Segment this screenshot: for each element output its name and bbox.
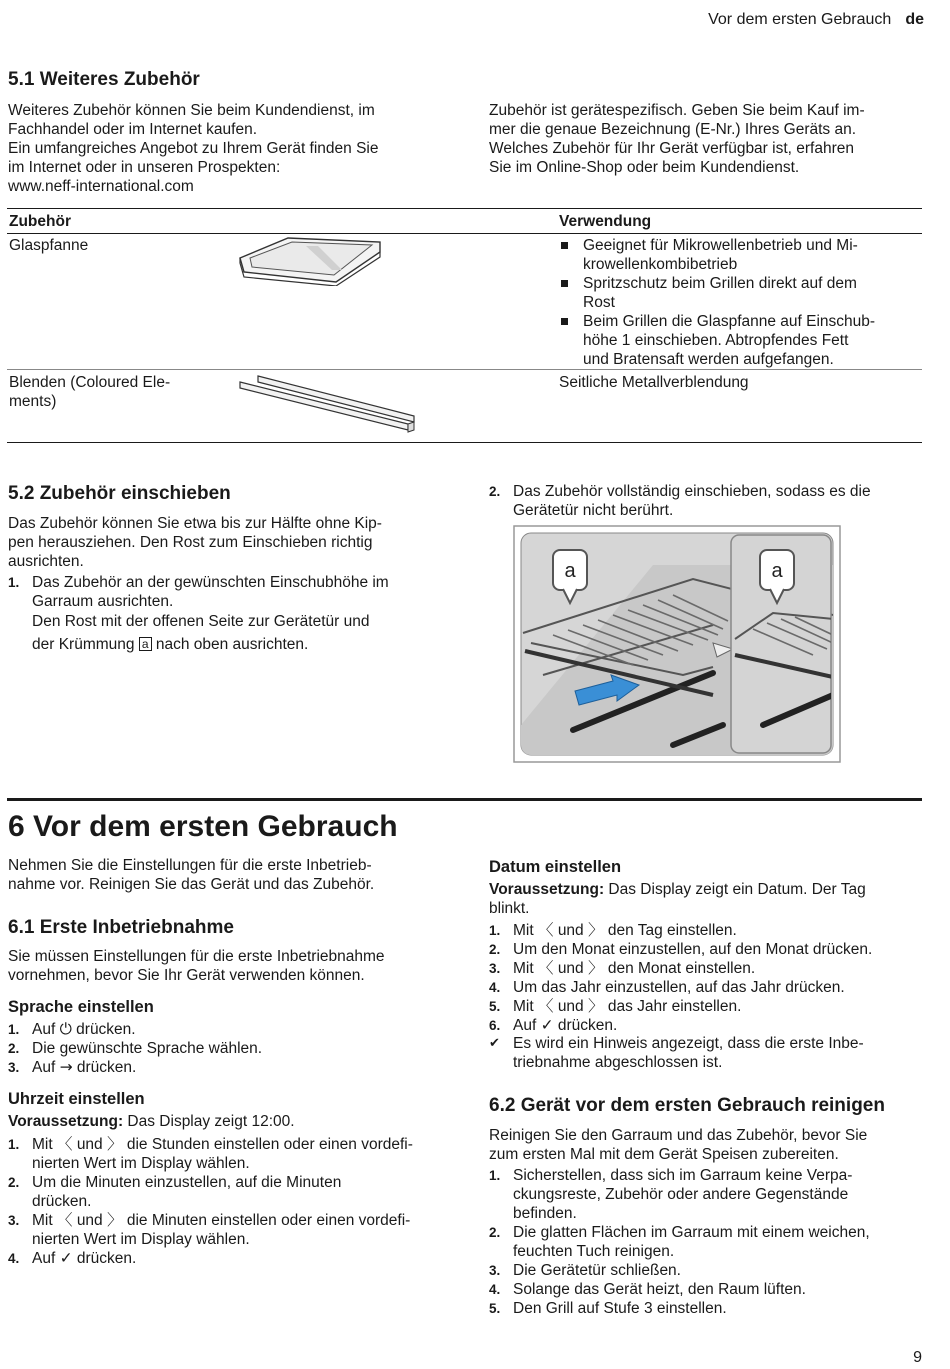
section-5-1-title: 5.1 Weiteres Zubehör (8, 69, 200, 90)
chevron-right-icon: 〉 (588, 997, 604, 1015)
usage-item: Beim Grillen die Glaspfanne auf Einschub- höhe 1 einschieben. Abtropfendes Fett und Bratensaft werden aufgefangen. (559, 312, 929, 369)
s51-right-text (489, 101, 929, 177)
header-chapter: Vor dem ersten Gebrauch (708, 11, 892, 28)
datum-precondition: Voraussetzung: Das Display zeigt ein Datum. Der Tag blinkt. (489, 881, 866, 917)
s51-right-line: Zubehör ist gerätespezifisch. Geben Sie beim Kauf im- (489, 102, 865, 119)
datum-step-2: 2. Um den Monat einzustellen, auf den Monat drücken. (489, 941, 873, 958)
s61-line: Sie müssen Einstellungen für die erste Inbetriebnahme (8, 948, 385, 965)
s51-website: www.neff-international.com (8, 178, 194, 195)
sprache-step-1: 1. Auf ⏻ drücken. (8, 1020, 136, 1038)
callout-a-left-label: a (564, 560, 576, 582)
table-row-rule (7, 369, 922, 370)
s51-right-line: mer die genaue Bezeichnung (E-Nr.) Ihres Geräts an. (489, 121, 857, 138)
arrow-right-icon: → (59, 1058, 73, 1076)
datum-step-1: 1. Mit 〈 und 〉 den Tag einstellen. (489, 921, 737, 939)
s62-intro-line: zum ersten Mal mit dem Gerät Speisen zubereiten. (489, 1146, 839, 1163)
result-check-icon: ✔ (489, 1036, 500, 1051)
page-number: 9 (913, 1349, 922, 1366)
s52-intro-line: Das Zubehör können Sie etwa bis zur Hälfte ohne Kip- (8, 515, 382, 532)
chevron-left-icon: 〈 (537, 959, 554, 977)
s52-step-1: 1. Das Zubehör an der gewünschten Einschubhöhe im Garraum ausrichten. Den Rost mit der offenen Seite zur Gerätetür und der Krümmung a nach oben ausrichten. (8, 574, 389, 653)
usage-item: Spritzschutz beim Grillen direkt auf dem Rost (559, 274, 929, 312)
s61-line: vornehmen, bevor Sie Ihr Gerät verwenden können. (8, 967, 365, 984)
datum-steps (489, 921, 929, 1035)
row2-name-line: Blenden (Coloured Ele- (9, 374, 171, 391)
power-icon: ⏻ (59, 1020, 72, 1038)
table-row1-name: Glaspfanne (9, 237, 89, 254)
c6-intro-line: nahme vor. Reinigen Sie das Gerät und das Zubehör. (8, 876, 375, 893)
uhrzeit-steps (8, 1135, 468, 1268)
sprache-title: Sprache einstellen (8, 998, 154, 1016)
s51-left-line: Weiteres Zubehör können Sie beim Kundendienst, im (8, 102, 375, 119)
usage-item: Geeignet für Mikrowellenbetrieb und Mi- krowellenkombibetrieb (559, 236, 929, 274)
s52-intro-line: pen herausziehen. Den Rost zum Einschieben richtig (8, 534, 373, 551)
s51-left-line: Ein umfangreiches Angebot zu Ihrem Gerät finden Sie (8, 140, 379, 157)
section-6-1-title: 6.1 Erste Inbetriebnahme (8, 917, 234, 938)
s62-step-2: 2. Die glatten Flächen im Garraum mit einem weichen, feuchten Tuch reinigen. (489, 1224, 870, 1260)
datum-step-5: 5. Mit 〈 und 〉 das Jahr einstellen. (489, 997, 742, 1015)
s51-right-line: Welches Zubehör für Ihr Gerät verfügbar ist, erfahren (489, 140, 854, 157)
check-icon: ✓ (540, 1016, 554, 1034)
chevron-left-icon: 〈 (56, 1211, 73, 1229)
running-header (708, 10, 924, 29)
s52-steps-left (8, 573, 468, 654)
sprache-step-3: 3. Auf → drücken. (8, 1058, 137, 1076)
section-5-2-title: 5.2 Zubehör einschieben (8, 483, 231, 504)
sprache-steps (8, 1020, 468, 1077)
s62-step-4: 4. Solange das Gerät heizt, den Raum lüften. (489, 1281, 806, 1298)
s51-left-line: im Internet oder in unseren Prospekten: (8, 159, 281, 176)
s62-step-5: 5. Den Grill auf Stufe 3 einstellen. (489, 1300, 727, 1317)
uhrzeit-step-4: 4. Auf ✓ drücken. (8, 1249, 137, 1267)
uhrzeit-step-2: 2. Um die Minuten einzustellen, auf die Minuten drücken. (8, 1174, 342, 1210)
s52-intro-line: ausrichten. (8, 553, 84, 570)
chevron-right-icon: 〉 (588, 959, 604, 977)
table-top-rule (7, 208, 922, 209)
callout-key-a: a (139, 637, 152, 651)
chevron-left-icon: 〈 (537, 921, 554, 939)
s62-intro-line: Reinigen Sie den Garraum und das Zubehör, bevor Sie (489, 1127, 868, 1144)
header-lang: de (905, 11, 924, 28)
rack-insertion-image (513, 525, 841, 763)
s51-left-line: Fachhandel oder im Internet kaufen. (8, 121, 258, 138)
table-row1-usage (559, 236, 929, 369)
s62-intro (489, 1126, 929, 1164)
check-icon: ✓ (59, 1249, 73, 1267)
row2-name-line: ments) (9, 393, 57, 410)
table-header-accessory: Zubehör (9, 213, 71, 230)
uhrzeit-precondition: Voraussetzung: Das Display zeigt 12:00. (8, 1113, 295, 1130)
datum-result: ✔ Es wird ein Hinweis angezeigt, dass die erste Inbe- triebnahme abgeschlossen ist. (489, 1035, 864, 1071)
uhrzeit-step-1: 1. Mit 〈 und 〉 die Stunden einstellen oder einen vordefi- nierten Wert im Display wählen. (8, 1135, 413, 1172)
s51-left-text (8, 101, 468, 196)
s62-steps (489, 1166, 929, 1318)
s52-intro (8, 514, 468, 571)
uhrzeit-step-3: 3. Mit 〈 und 〉 die Minuten einstellen oder einen vordefi- nierten Wert im Display wählen. (8, 1211, 411, 1248)
s51-right-line: Sie im Online-Shop oder beim Kundendienst. (489, 159, 800, 176)
glass-pan-image (236, 230, 384, 286)
datum-step-3: 3. Mit 〈 und 〉 den Monat einstellen. (489, 959, 756, 977)
section-6-2-title: 6.2 Gerät vor dem ersten Gebrauch reinigen (489, 1095, 885, 1116)
s62-step-1: 1. Sicherstellen, dass sich im Garraum keine Verpa- ckungsreste, Zubehör oder andere Gegenstände befinden. (489, 1167, 853, 1222)
c6-intro (8, 856, 468, 894)
chevron-right-icon: 〉 (107, 1135, 123, 1153)
coloured-elements-image (236, 372, 418, 436)
uhrzeit-title: Uhrzeit einstellen (8, 1090, 145, 1108)
chapter-rule (7, 798, 922, 801)
table-row2-name (9, 373, 170, 411)
table-bottom-rule (7, 442, 922, 443)
callout-a-right-label: a (771, 560, 783, 582)
table-row2-usage: Seitliche Metallverblendung (559, 374, 749, 391)
chevron-left-icon: 〈 (537, 997, 554, 1015)
chapter-6-title: 6 Vor dem ersten Gebrauch (8, 810, 398, 843)
chevron-right-icon: 〉 (588, 921, 604, 939)
datum-step-4: 4. Um das Jahr einzustellen, auf das Jahr drücken. (489, 979, 845, 996)
s52-steps-right (489, 482, 929, 520)
datum-step-6: 6. Auf ✓ drücken. (489, 1016, 618, 1034)
s52-step-2: 2. Das Zubehör vollständig einschieben, sodass es die Gerätetür nicht berührt. (489, 483, 871, 519)
s61-intro (8, 947, 468, 985)
c6-intro-line: Nehmen Sie die Einstellungen für die erste Inbetrieb- (8, 857, 372, 874)
chevron-left-icon: 〈 (56, 1135, 73, 1153)
s62-step-3: 3. Die Gerätetür schließen. (489, 1262, 681, 1279)
datum-title: Datum einstellen (489, 858, 622, 876)
table-header-rule (7, 233, 922, 234)
chevron-right-icon: 〉 (107, 1211, 123, 1229)
table-header-usage: Verwendung (559, 213, 652, 230)
sprache-step-2: 2. Die gewünschte Sprache wählen. (8, 1040, 263, 1057)
